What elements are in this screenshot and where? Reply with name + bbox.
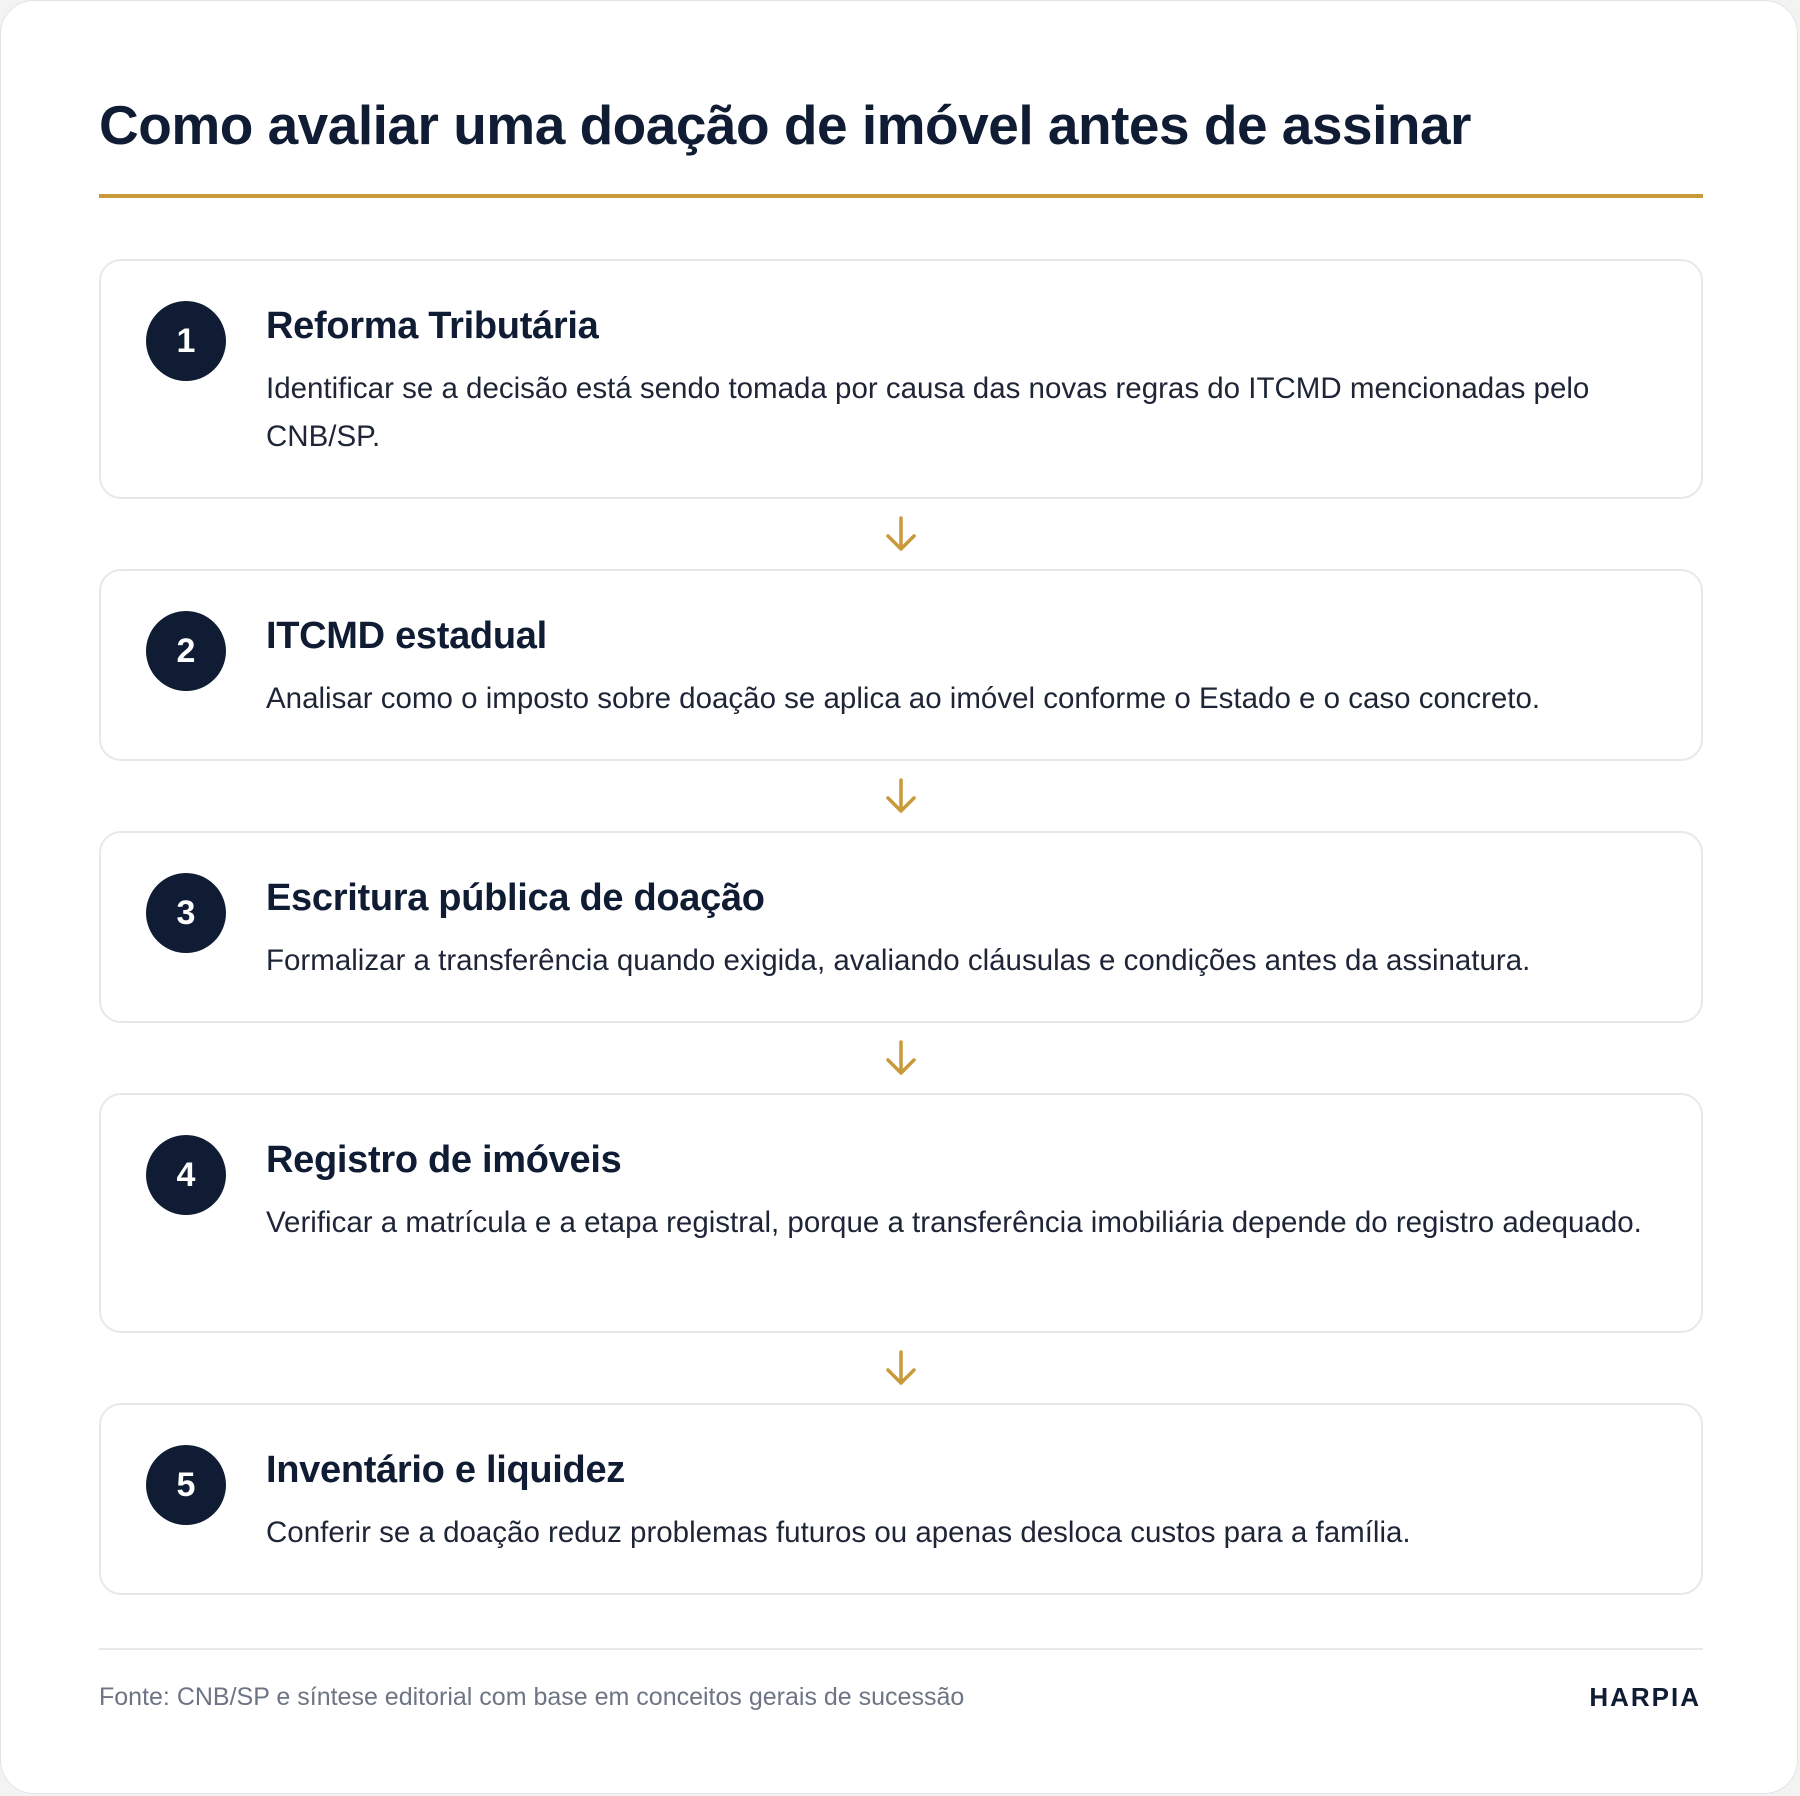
step-card-1	[99, 259, 1703, 499]
page-title: Como avaliar uma doação de imóvel antes de assinar	[99, 94, 1471, 156]
step-description: Identificar se a decisão está sendo tomada por causa das novas regras do ITCMD mencionadas pelo CNB/SP.	[266, 372, 1590, 453]
step-title: Inventário e liquidez	[266, 1449, 625, 1491]
step-description: Formalizar a transferência quando exigida, avaliando cláusulas e condições antes da assinatura.	[266, 944, 1531, 977]
step-number-badge: 2	[146, 611, 226, 691]
step-description: Analisar como o imposto sobre doação se aplica ao imóvel conforme o Estado e o caso concreto.	[266, 682, 1541, 715]
step-title: ITCMD estadual	[266, 615, 547, 657]
arrow-down-icon	[99, 1333, 1703, 1403]
steps-flow	[99, 259, 1703, 1595]
step-title: Reforma Tributária	[266, 305, 599, 347]
step-card-4	[99, 1093, 1703, 1333]
step-number-badge: 5	[146, 1445, 226, 1525]
step-description: Verificar a matrícula e a etapa registral, porque a transferência imobiliária depende do registro adequado.	[266, 1206, 1642, 1239]
arrow-down-icon	[99, 761, 1703, 831]
arrow-down-icon	[99, 499, 1703, 569]
step-number-badge: 4	[146, 1135, 226, 1215]
footer-divider	[99, 1648, 1703, 1650]
step-description: Conferir se a doação reduz problemas futuros ou apenas desloca custos para a família.	[266, 1516, 1411, 1549]
brand-logo: HARPIA	[1589, 1682, 1701, 1712]
step-title: Registro de imóveis	[266, 1139, 622, 1181]
title-divider	[99, 194, 1703, 198]
step-card-2	[99, 569, 1703, 761]
arrow-down-icon	[99, 1023, 1703, 1093]
source-note: Fonte: CNB/SP e síntese editorial com base em conceitos gerais de sucessão	[99, 1683, 965, 1711]
step-number-badge: 1	[146, 301, 226, 381]
step-title: Escritura pública de doação	[266, 877, 765, 919]
step-card-5	[99, 1403, 1703, 1595]
step-card-3	[99, 831, 1703, 1023]
step-number-badge: 3	[146, 873, 226, 953]
